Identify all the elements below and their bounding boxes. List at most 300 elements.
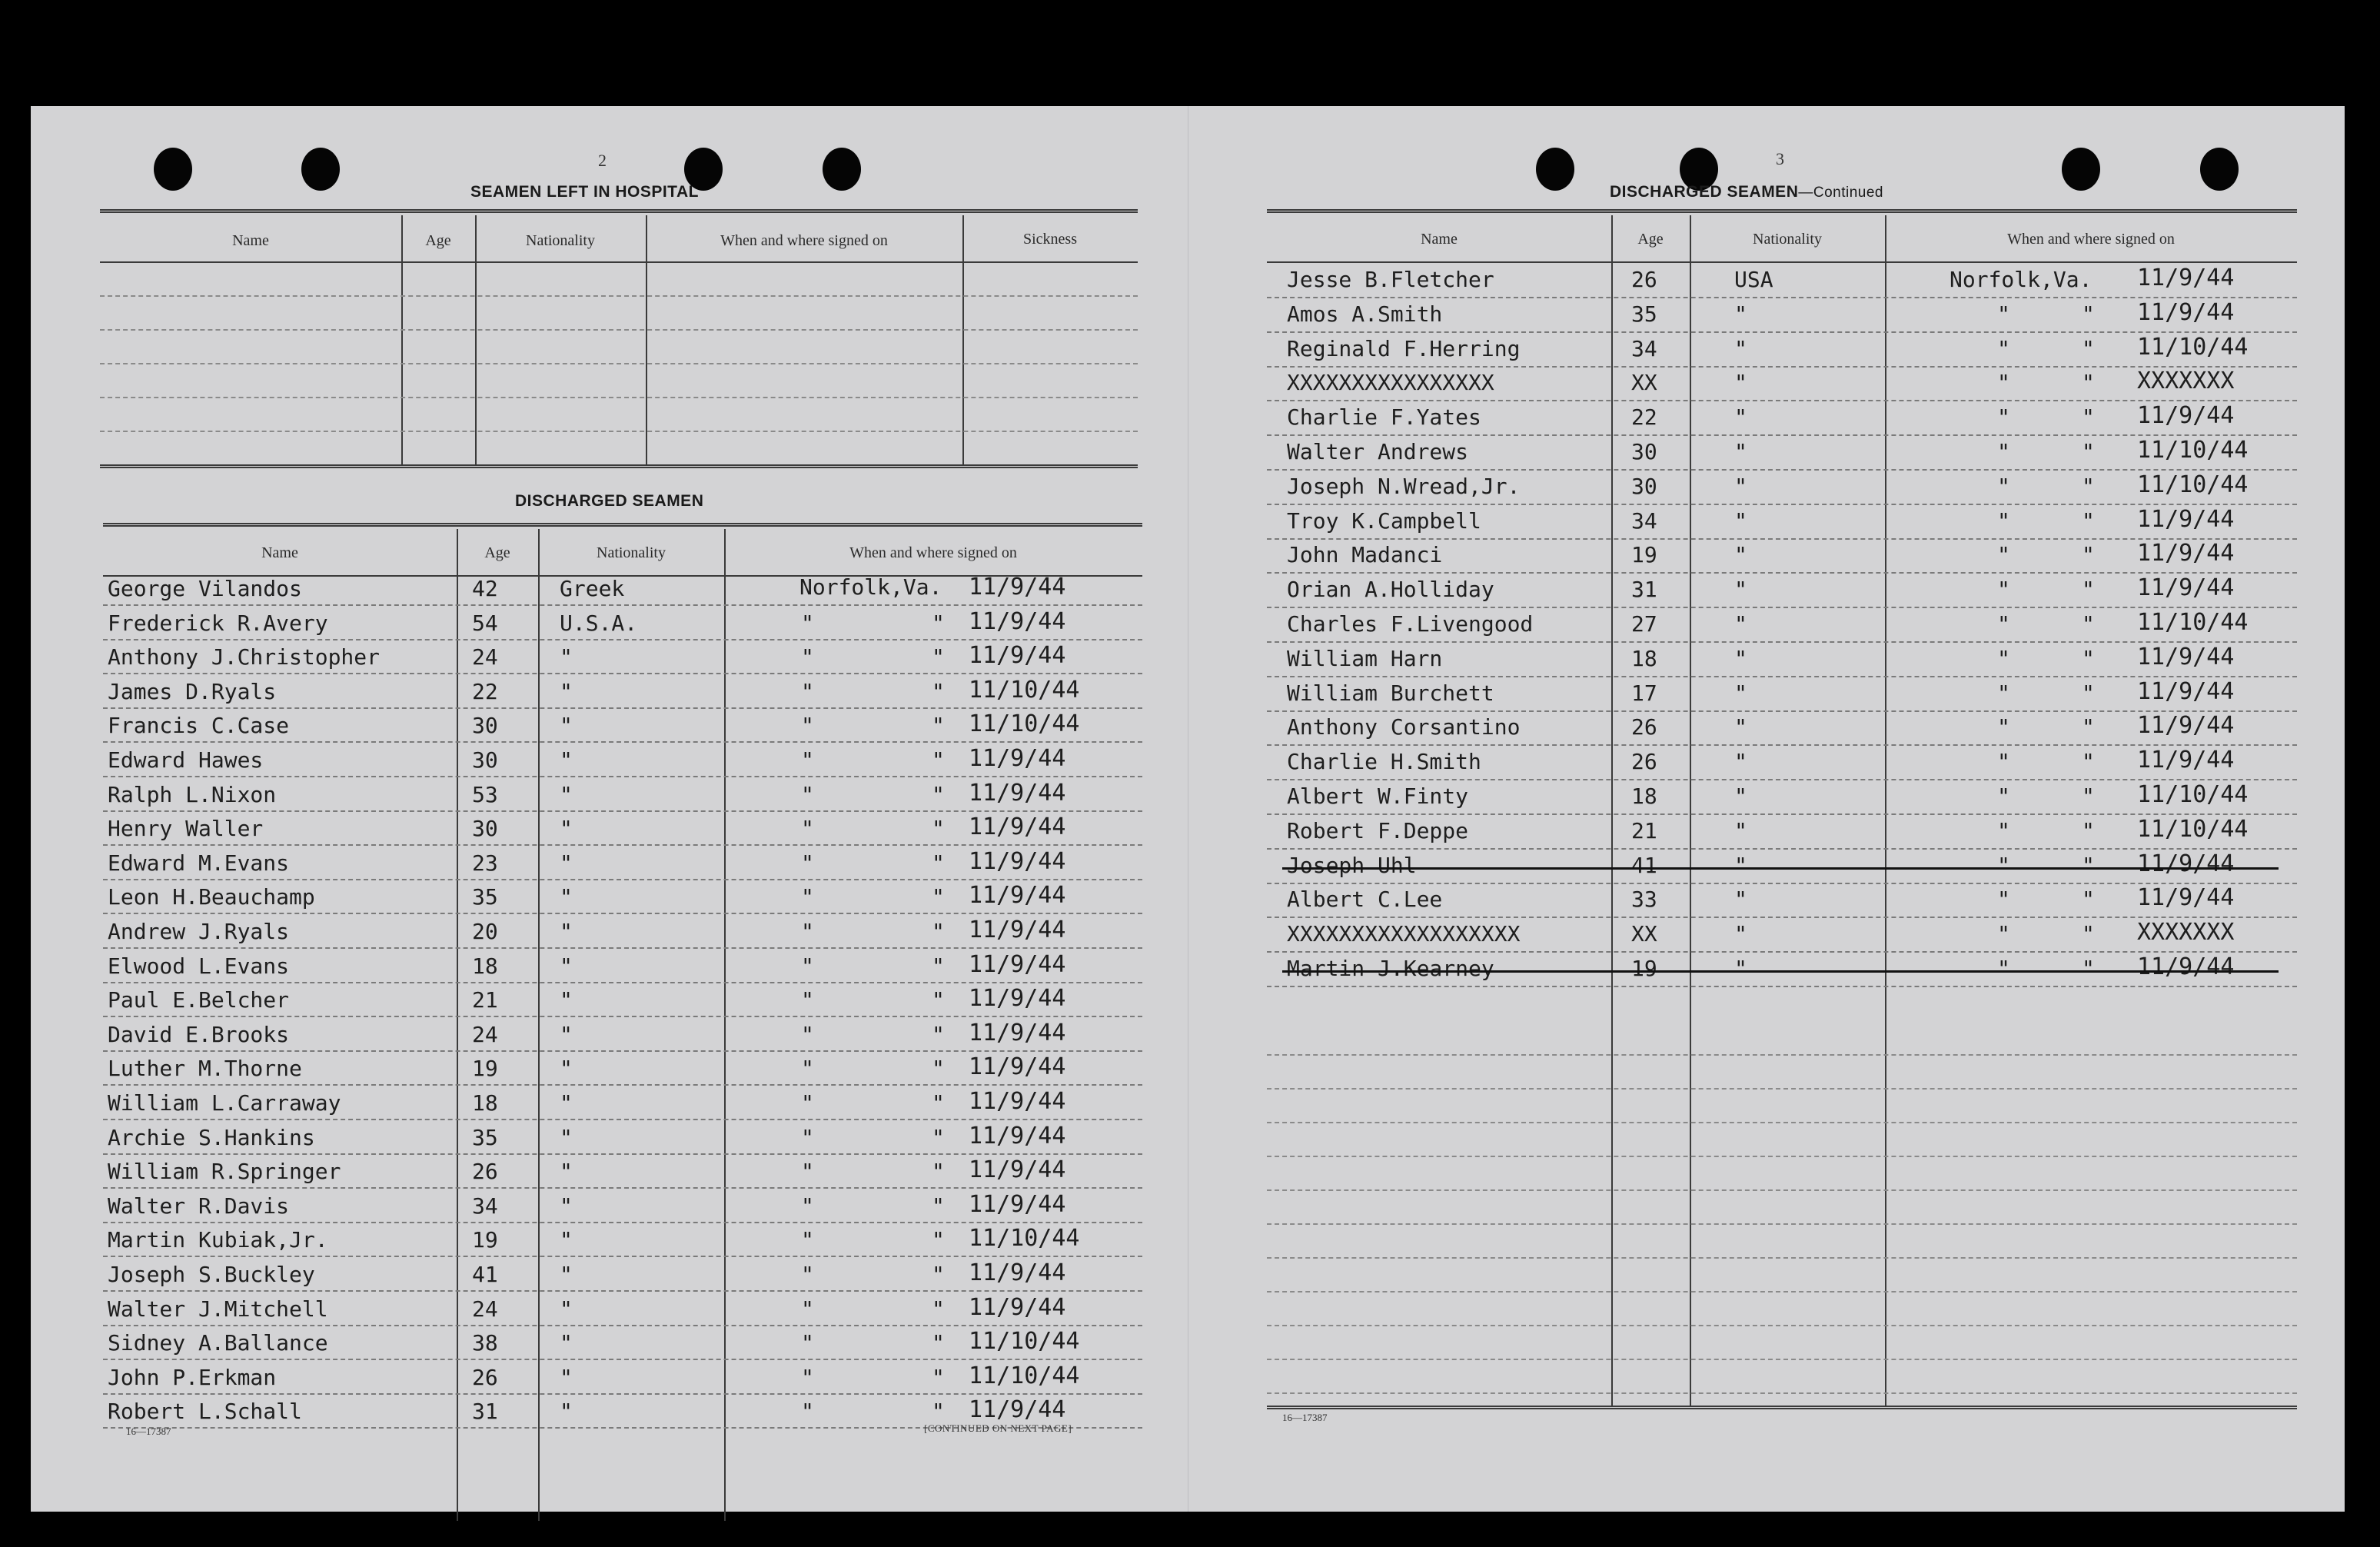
signed-on-date: 11/9/44 bbox=[2137, 540, 2235, 567]
row-line bbox=[103, 707, 1142, 709]
signed-on-place-ditto: " bbox=[932, 1365, 945, 1390]
row-line bbox=[103, 604, 1142, 606]
hospital-row-line bbox=[100, 363, 1138, 364]
row-line bbox=[1267, 848, 2297, 850]
signed-on-place-ditto: " bbox=[2082, 336, 2095, 361]
signed-on-place-ditto: " bbox=[2082, 887, 2095, 912]
seaman-name: Ralph L.Nixon bbox=[108, 782, 277, 807]
seaman-nationality: " bbox=[1734, 749, 1747, 774]
seaman-age: 24 bbox=[472, 1296, 498, 1322]
row-line bbox=[103, 1325, 1142, 1326]
row-line bbox=[1267, 917, 2297, 918]
signed-on-place-ditto: " bbox=[932, 1227, 945, 1253]
seaman-nationality: USA bbox=[1734, 267, 1773, 292]
seaman-name: Anthony J.Christopher bbox=[108, 644, 381, 670]
empty-row-line bbox=[1267, 1257, 2297, 1259]
seaman-age: 35 bbox=[1631, 301, 1657, 327]
signed-on-date: 11/9/44 bbox=[969, 985, 1066, 1012]
signed-on-place: " bbox=[1997, 887, 2010, 912]
signed-on-place: " bbox=[1997, 853, 2010, 878]
signed-on-place-ditto: " bbox=[932, 884, 945, 910]
signed-on-place: " bbox=[1997, 749, 2010, 774]
seaman-nationality: " bbox=[560, 884, 573, 910]
row-line bbox=[103, 639, 1142, 640]
hospital-section-title: SEAMEN LEFT IN HOSPITAL bbox=[470, 183, 699, 201]
seaman-nationality: " bbox=[1734, 611, 1747, 637]
document-sheet bbox=[31, 106, 2345, 1512]
signed-on-date: 11/9/44 bbox=[969, 1259, 1066, 1286]
signed-on-place: " bbox=[801, 610, 814, 636]
signed-on-place-ditto: " bbox=[932, 747, 945, 773]
hospital-col-divider bbox=[962, 215, 964, 464]
form-code: 16—17387 bbox=[1282, 1412, 1328, 1423]
signed-on-place: " bbox=[1997, 474, 2010, 499]
seaman-age: 34 bbox=[472, 1193, 498, 1219]
seaman-name: Robert F.Deppe bbox=[1287, 818, 1469, 843]
signed-on-date: XXXXXXX bbox=[2137, 919, 2235, 946]
signed-on-date: 11/9/44 bbox=[969, 917, 1066, 943]
seaman-nationality: " bbox=[560, 679, 573, 704]
signed-on-date: 11/10/44 bbox=[969, 710, 1080, 737]
seaman-age: 33 bbox=[1631, 887, 1657, 912]
seaman-age: 24 bbox=[472, 1022, 498, 1047]
signed-on-date: 11/9/44 bbox=[2137, 884, 2235, 911]
signed-on-date: 11/9/44 bbox=[969, 642, 1066, 669]
signed-on-date: 11/9/44 bbox=[969, 813, 1066, 840]
row-line bbox=[103, 1256, 1142, 1257]
row-line bbox=[103, 982, 1142, 983]
row-line bbox=[103, 1084, 1142, 1086]
seaman-nationality: " bbox=[560, 953, 573, 979]
continued-note: [CONTINUED ON NEXT PAGE] bbox=[924, 1422, 1072, 1434]
seaman-nationality: U.S.A. bbox=[560, 610, 638, 636]
hospital-header-age: Age bbox=[425, 232, 451, 249]
seaman-age: 20 bbox=[472, 919, 498, 944]
signed-on-date: 11/9/44 bbox=[2137, 850, 2235, 877]
seaman-nationality: " bbox=[560, 1227, 573, 1253]
seaman-name: Reginald F.Herring bbox=[1287, 336, 1521, 361]
row-line bbox=[1267, 676, 2297, 677]
empty-row-line bbox=[1267, 1392, 2297, 1394]
signed-on-place: " bbox=[801, 919, 814, 944]
seaman-name: Walter Andrews bbox=[1287, 439, 1469, 464]
row-line bbox=[103, 1393, 1142, 1395]
seaman-nationality: " bbox=[560, 850, 573, 876]
seaman-age: 35 bbox=[472, 1125, 498, 1150]
punch-hole bbox=[2200, 148, 2239, 191]
row-line bbox=[1267, 986, 2297, 987]
signed-on-place-ditto: " bbox=[932, 1399, 945, 1424]
seaman-nationality: " bbox=[560, 713, 573, 738]
signed-on-date: 11/9/44 bbox=[969, 1088, 1066, 1115]
signed-on-place-ditto: " bbox=[932, 679, 945, 704]
signed-on-place: " bbox=[801, 987, 814, 1013]
seaman-age: 19 bbox=[1631, 956, 1657, 981]
seaman-nationality: " bbox=[1734, 783, 1747, 809]
hospital-header-signed-on: When and where signed on bbox=[720, 232, 888, 249]
seaman-nationality: " bbox=[560, 1399, 573, 1424]
seaman-age: 30 bbox=[472, 816, 498, 841]
seaman-age: 30 bbox=[1631, 474, 1657, 499]
signed-on-place: " bbox=[801, 1262, 814, 1287]
seaman-age: 30 bbox=[472, 747, 498, 773]
seaman-age: 19 bbox=[1631, 542, 1657, 567]
seaman-age: 26 bbox=[1631, 267, 1657, 292]
seaman-name: Joseph S.Buckley bbox=[108, 1262, 315, 1287]
row-line bbox=[103, 1222, 1142, 1223]
row-line bbox=[103, 1187, 1142, 1189]
seaman-name: Archie S.Hankins bbox=[108, 1125, 315, 1150]
signed-on-place-ditto: " bbox=[932, 1125, 945, 1150]
seaman-age: 18 bbox=[1631, 646, 1657, 671]
punch-hole bbox=[154, 148, 192, 191]
signed-on-place-ditto: " bbox=[2082, 853, 2095, 878]
signed-on-place-ditto: " bbox=[932, 1296, 945, 1322]
empty-row-line bbox=[1267, 1122, 2297, 1123]
row-line bbox=[1267, 297, 2297, 298]
seaman-nationality: " bbox=[1734, 956, 1747, 981]
seaman-nationality: " bbox=[1734, 301, 1747, 327]
hospital-table-bottom-rule bbox=[100, 464, 1138, 468]
signed-on-place-ditto: " bbox=[932, 610, 945, 636]
right-table-header-rule bbox=[1267, 261, 2297, 263]
signed-on-place-ditto: " bbox=[932, 1330, 945, 1356]
right-header-name: Name bbox=[1421, 231, 1458, 248]
signed-on-place: " bbox=[1997, 370, 2010, 395]
row-line bbox=[103, 1359, 1142, 1360]
row-line bbox=[1267, 331, 2297, 333]
signed-on-place: Norfolk,Va. bbox=[1950, 267, 2092, 292]
signed-on-date: 11/10/44 bbox=[969, 677, 1080, 704]
seaman-nationality: " bbox=[1734, 336, 1747, 361]
signed-on-date: 11/9/44 bbox=[969, 951, 1066, 978]
seaman-name: Charles F.Livengood bbox=[1287, 611, 1534, 637]
signed-on-place: " bbox=[1997, 336, 2010, 361]
seaman-name: Orian A.Holliday bbox=[1287, 577, 1494, 602]
signed-on-place: " bbox=[1997, 611, 2010, 637]
signed-on-place-ditto: " bbox=[2082, 611, 2095, 637]
seaman-name: Walter J.Mitchell bbox=[108, 1296, 328, 1322]
signed-on-place: " bbox=[801, 1022, 814, 1047]
signed-on-place-ditto: " bbox=[932, 1193, 945, 1219]
signed-on-place-ditto: " bbox=[932, 816, 945, 841]
signed-on-place: " bbox=[801, 644, 814, 670]
signed-on-date: 11/9/44 bbox=[969, 780, 1066, 807]
seaman-name: Joseph Uhl bbox=[1287, 853, 1417, 878]
seaman-name: Robert L.Schall bbox=[108, 1399, 302, 1424]
seaman-age: 18 bbox=[472, 953, 498, 979]
seaman-nationality: " bbox=[1734, 853, 1747, 878]
row-line bbox=[103, 913, 1142, 914]
signed-on-date: 11/9/44 bbox=[2137, 953, 2235, 980]
signed-on-place-ditto: " bbox=[2082, 818, 2095, 843]
seaman-name: Andrew J.Ryals bbox=[108, 919, 290, 944]
discharged-header-signed-on: When and where signed on bbox=[849, 544, 1017, 561]
row-line bbox=[103, 1016, 1142, 1017]
hospital-table-top-rule bbox=[100, 209, 1138, 213]
discharged-header-nationality: Nationality bbox=[597, 544, 666, 561]
seaman-name: Francis C.Case bbox=[108, 713, 290, 738]
signed-on-place: " bbox=[801, 816, 814, 841]
signed-on-date: 11/9/44 bbox=[969, 1020, 1066, 1046]
seaman-name: Anthony Corsantino bbox=[1287, 714, 1521, 740]
signed-on-date: 11/9/44 bbox=[969, 574, 1066, 601]
signed-on-place: " bbox=[801, 884, 814, 910]
signed-on-place-ditto: " bbox=[932, 987, 945, 1013]
seaman-name: William R.Springer bbox=[108, 1159, 341, 1184]
seaman-name: Elwood L.Evans bbox=[108, 953, 290, 979]
seaman-nationality: " bbox=[1734, 439, 1747, 464]
empty-row-line bbox=[1267, 1359, 2297, 1360]
row-line bbox=[1267, 434, 2297, 436]
seaman-name: Sidney A.Ballance bbox=[108, 1330, 328, 1356]
signed-on-date: 11/10/44 bbox=[969, 1328, 1080, 1355]
seaman-name: Leon H.Beauchamp bbox=[108, 884, 315, 910]
signed-on-date: 11/9/44 bbox=[2137, 402, 2235, 429]
discharged-col-divider bbox=[457, 529, 458, 1521]
row-line bbox=[1267, 400, 2297, 401]
signed-on-date: 11/9/44 bbox=[2137, 264, 2235, 291]
row-line bbox=[103, 1119, 1142, 1120]
signed-on-place: " bbox=[1997, 818, 2010, 843]
seaman-nationality: " bbox=[1734, 474, 1747, 499]
signed-on-place-ditto: " bbox=[2082, 542, 2095, 567]
signed-on-date: 11/9/44 bbox=[969, 1123, 1066, 1149]
seaman-nationality: " bbox=[1734, 404, 1747, 430]
seaman-nationality: " bbox=[1734, 577, 1747, 602]
empty-row-line bbox=[1267, 1189, 2297, 1191]
signed-on-place-ditto: " bbox=[932, 1056, 945, 1081]
seaman-name: XXXXXXXXXXXXXXXX bbox=[1287, 370, 1494, 395]
seaman-nationality: " bbox=[560, 747, 573, 773]
page-number: 2 bbox=[598, 151, 607, 170]
seaman-name: Albert W.Finty bbox=[1287, 783, 1469, 809]
seaman-nationality: " bbox=[560, 919, 573, 944]
signed-on-place-ditto: " bbox=[932, 1090, 945, 1116]
signed-on-place: " bbox=[1997, 956, 2010, 981]
seaman-name: John P.Erkman bbox=[108, 1365, 277, 1390]
seaman-nationality: " bbox=[560, 1365, 573, 1390]
signed-on-date: 11/10/44 bbox=[2137, 816, 2249, 843]
signed-on-place: " bbox=[1997, 439, 2010, 464]
signed-on-date: 11/10/44 bbox=[969, 1225, 1080, 1252]
signed-on-place: " bbox=[1997, 921, 2010, 946]
seaman-nationality: " bbox=[1734, 542, 1747, 567]
signed-on-date: 11/9/44 bbox=[969, 1053, 1066, 1080]
signed-on-place: " bbox=[1997, 783, 2010, 809]
signed-on-place-ditto: " bbox=[932, 919, 945, 944]
row-line bbox=[103, 844, 1142, 846]
row-line bbox=[1267, 572, 2297, 574]
signed-on-place-ditto: " bbox=[2082, 474, 2095, 499]
signed-on-place: " bbox=[1997, 646, 2010, 671]
hospital-row-line bbox=[100, 329, 1138, 331]
hospital-col-divider bbox=[475, 215, 477, 464]
signed-on-place: " bbox=[1997, 301, 2010, 327]
seaman-name: William Burchett bbox=[1287, 680, 1494, 706]
signed-on-place: " bbox=[801, 1193, 814, 1219]
right-col-divider bbox=[1611, 215, 1613, 1407]
discharged-header-age: Age bbox=[484, 544, 510, 561]
seaman-age: 41 bbox=[1631, 853, 1657, 878]
seaman-name: William L.Carraway bbox=[108, 1090, 341, 1116]
empty-row-line bbox=[1267, 1054, 2297, 1056]
seaman-nationality: " bbox=[560, 816, 573, 841]
signed-on-place-ditto: " bbox=[932, 1262, 945, 1287]
signed-on-place: " bbox=[1997, 577, 2010, 602]
signed-on-place-ditto: " bbox=[932, 953, 945, 979]
title-continued: —Continued bbox=[1798, 185, 1883, 201]
signed-on-date: 11/9/44 bbox=[969, 1294, 1066, 1321]
signed-on-place: " bbox=[1997, 680, 2010, 706]
row-line bbox=[1267, 779, 2297, 780]
empty-row-line bbox=[1267, 1156, 2297, 1157]
seaman-age: XX bbox=[1631, 370, 1657, 395]
seaman-age: 31 bbox=[1631, 577, 1657, 602]
empty-row-line bbox=[1267, 1223, 2297, 1225]
seaman-name: Charlie H.Smith bbox=[1287, 749, 1481, 774]
seaman-age: 30 bbox=[472, 713, 498, 738]
seaman-nationality: Greek bbox=[560, 576, 625, 601]
empty-row-line bbox=[1267, 1088, 2297, 1090]
row-line bbox=[1267, 504, 2297, 505]
signed-on-date: 11/9/44 bbox=[969, 1156, 1066, 1183]
hospital-col-divider bbox=[646, 215, 647, 464]
row-line bbox=[1267, 607, 2297, 608]
signed-on-place-ditto: " bbox=[932, 644, 945, 670]
seaman-nationality: " bbox=[560, 644, 573, 670]
signed-on-place-ditto: " bbox=[2082, 370, 2095, 395]
signed-on-date: 11/9/44 bbox=[2137, 678, 2235, 705]
seaman-nationality: " bbox=[560, 1262, 573, 1287]
seaman-age: 19 bbox=[472, 1056, 498, 1081]
hospital-header-nationality: Nationality bbox=[526, 232, 595, 249]
seaman-name: John Madanci bbox=[1287, 542, 1443, 567]
seaman-nationality: " bbox=[560, 1296, 573, 1322]
seaman-name: George Vilandos bbox=[108, 576, 302, 601]
signed-on-place: " bbox=[801, 1296, 814, 1322]
empty-row-line bbox=[1267, 1325, 2297, 1326]
signed-on-date: 11/9/44 bbox=[2137, 506, 2235, 533]
row-line bbox=[103, 776, 1142, 777]
right-col-divider bbox=[1885, 215, 1886, 1407]
signed-on-date: 11/9/44 bbox=[969, 882, 1066, 909]
seaman-age: 19 bbox=[472, 1227, 498, 1253]
seaman-age: XX bbox=[1631, 921, 1657, 946]
seaman-name: William Harn bbox=[1287, 646, 1443, 671]
seaman-name: Albert C.Lee bbox=[1287, 887, 1443, 912]
right-header-signed-on: When and where signed on bbox=[2007, 231, 2175, 248]
signed-on-place: " bbox=[801, 1330, 814, 1356]
signed-on-place-ditto: " bbox=[932, 713, 945, 738]
signed-on-place: " bbox=[1997, 714, 2010, 740]
seaman-name: Martin J.Kearney bbox=[1287, 956, 1494, 981]
row-line bbox=[1267, 951, 2297, 953]
seaman-age: 38 bbox=[472, 1330, 498, 1356]
seaman-age: 26 bbox=[1631, 749, 1657, 774]
seaman-nationality: " bbox=[1734, 508, 1747, 534]
signed-on-place-ditto: " bbox=[2082, 749, 2095, 774]
seaman-nationality: " bbox=[560, 1125, 573, 1150]
discharged-col-divider bbox=[538, 529, 540, 1521]
seaman-age: 34 bbox=[1631, 508, 1657, 534]
seaman-age: 26 bbox=[1631, 714, 1657, 740]
signed-on-place: " bbox=[1997, 404, 2010, 430]
signed-on-date: 11/9/44 bbox=[969, 848, 1066, 875]
row-line bbox=[1267, 641, 2297, 643]
signed-on-place-ditto: " bbox=[2082, 956, 2095, 981]
hospital-header-name: Name bbox=[232, 232, 269, 249]
seaman-name: Henry Waller bbox=[108, 816, 264, 841]
right-col-divider bbox=[1690, 215, 1691, 1407]
signed-on-date: 11/9/44 bbox=[2137, 299, 2235, 326]
seaman-age: 17 bbox=[1631, 680, 1657, 706]
signed-on-date: 11/10/44 bbox=[2137, 471, 2249, 498]
seaman-name: Paul E.Belcher bbox=[108, 987, 290, 1013]
hospital-row-line bbox=[100, 431, 1138, 432]
seaman-age: 31 bbox=[472, 1399, 498, 1424]
hospital-col-divider bbox=[401, 215, 403, 464]
seaman-name: Walter R.Davis bbox=[108, 1193, 290, 1219]
signed-on-place-ditto: " bbox=[2082, 404, 2095, 430]
seaman-age: 41 bbox=[472, 1262, 498, 1287]
seaman-nationality: " bbox=[1734, 818, 1747, 843]
signed-on-place-ditto: " bbox=[2082, 921, 2095, 946]
hospital-table-header-rule bbox=[100, 261, 1138, 263]
signed-on-place-ditto: " bbox=[2082, 577, 2095, 602]
signed-on-place: " bbox=[801, 850, 814, 876]
signed-on-place: " bbox=[801, 1365, 814, 1390]
discharged-col-divider bbox=[724, 529, 726, 1521]
seaman-name: Amos A.Smith bbox=[1287, 301, 1443, 327]
strike-through-line bbox=[1282, 970, 2279, 973]
seaman-age: 35 bbox=[472, 884, 498, 910]
signed-on-place: " bbox=[801, 1090, 814, 1116]
seaman-name: Joseph N.Wread,Jr. bbox=[1287, 474, 1521, 499]
hospital-header-sickness: Sickness bbox=[1023, 231, 1077, 248]
form-code: 16—17387 bbox=[126, 1426, 171, 1437]
signed-on-place-ditto: " bbox=[2082, 680, 2095, 706]
right-header-age: Age bbox=[1637, 231, 1664, 248]
seaman-age: 21 bbox=[472, 987, 498, 1013]
signed-on-place: " bbox=[801, 1399, 814, 1424]
signed-on-place: " bbox=[801, 679, 814, 704]
right-header-nationality: Nationality bbox=[1753, 231, 1822, 248]
signed-on-place: " bbox=[801, 782, 814, 807]
signed-on-date: 11/9/44 bbox=[969, 1191, 1066, 1218]
signed-on-date: 11/9/44 bbox=[2137, 574, 2235, 601]
signed-on-place-ditto: " bbox=[2082, 301, 2095, 327]
seaman-age: 53 bbox=[472, 782, 498, 807]
title-main: DISCHARGED SEAMEN bbox=[1610, 183, 1799, 201]
signed-on-place-ditto: " bbox=[932, 782, 945, 807]
seaman-nationality: " bbox=[560, 1330, 573, 1356]
seaman-name: Charlie F.Yates bbox=[1287, 404, 1481, 430]
signed-on-place-ditto: " bbox=[932, 1159, 945, 1184]
seaman-age: 30 bbox=[1631, 439, 1657, 464]
signed-on-date: 11/9/44 bbox=[969, 745, 1066, 772]
punch-hole bbox=[1536, 148, 1574, 191]
seaman-name: Edward M.Evans bbox=[108, 850, 290, 876]
empty-row-line bbox=[1267, 1291, 2297, 1292]
seaman-nationality: " bbox=[560, 782, 573, 807]
row-line bbox=[103, 673, 1142, 674]
right-table-top-rule bbox=[1267, 209, 2297, 213]
signed-on-date: 11/9/44 bbox=[969, 1396, 1066, 1423]
row-line bbox=[1267, 744, 2297, 746]
signed-on-date: 11/9/44 bbox=[2137, 712, 2235, 739]
signed-on-place: Norfolk,Va. bbox=[799, 574, 942, 600]
